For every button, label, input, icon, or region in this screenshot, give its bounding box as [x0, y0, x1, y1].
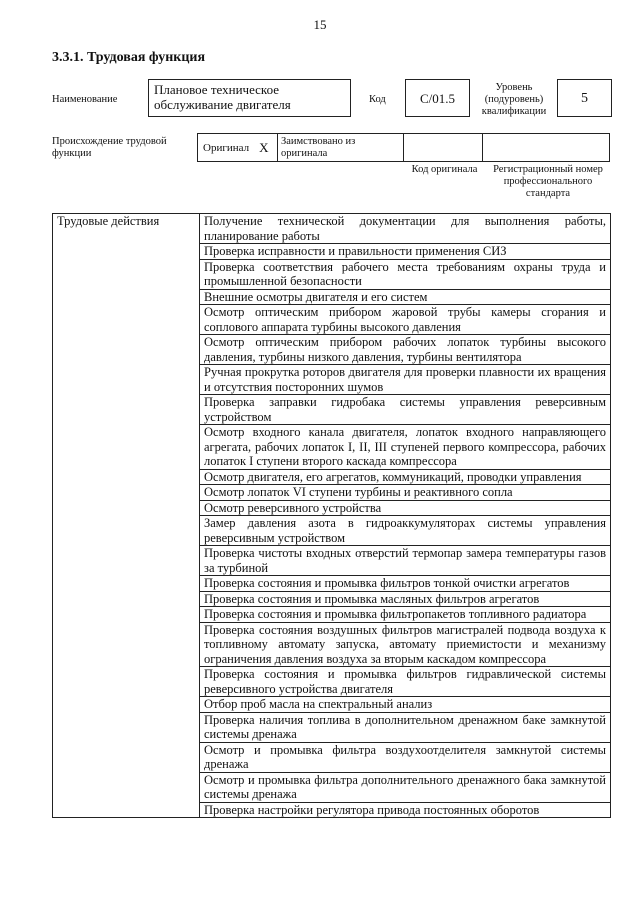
- labor-action-item: Проверка состояния и промывка фильтров тонкой очистки агрегатов: [200, 576, 611, 592]
- labor-action-item: Отбор проб масла на спектральный анализ: [200, 697, 611, 713]
- origin-table: [197, 133, 610, 162]
- original-code-cell: [404, 134, 483, 161]
- original-mark: X: [259, 139, 269, 155]
- labor-action-item: Получение технической документации для выполнения работы, планирование работы: [200, 214, 611, 244]
- labor-action-item: Осмотр лопаток VI ступени турбины и реактивного сопла: [200, 485, 611, 501]
- labor-action-item: Осмотр входного канала двигателя, лопаток входного направляющего агрегата, рабочих лопаток I, II, III ступеней первого компрессора, рабочих лопаток I ступени второго каскада компрессора: [200, 425, 611, 470]
- function-name-value: Плановое техническое обслуживание двигателя: [148, 79, 351, 117]
- code-value: C/01.5: [405, 79, 470, 117]
- original-code-caption: Код оригинала: [411, 164, 478, 175]
- registration-number-cell: [483, 134, 609, 161]
- section-title: 3.3.1. Трудовая функция: [52, 50, 206, 65]
- labor-action-item: Проверка наличия топлива в дополнительном дренажном баке замкнутой системы дренажа: [200, 712, 611, 742]
- labor-action-item: Внешние осмотры двигателя и его систем: [200, 289, 611, 305]
- labor-action-item: Проверка состояния и промывка масляных фильтров агрегатов: [200, 591, 611, 607]
- code-label: Код: [369, 94, 386, 105]
- name-label: Наименование: [52, 94, 118, 105]
- labor-actions-label: Трудовые действия: [53, 214, 200, 818]
- labor-action-item: Проверка чистоты входных отверстий термопар замера температуры газов за турбиной: [200, 546, 611, 576]
- page-number: 15: [313, 17, 327, 32]
- original-label: Оригинал: [203, 141, 250, 154]
- level-value: 5: [557, 79, 612, 117]
- labor-action-item: Осмотр двигателя, его агрегатов, коммуникаций, проводки управления: [200, 469, 611, 485]
- labor-action-item: Ручная прокрутка роторов двигателя для проверки плавности их вращения и отсутствия посторонних шумов: [200, 365, 611, 395]
- borrowed-label: Заимствовано из оригинала: [278, 134, 404, 161]
- table-row: [53, 214, 611, 244]
- labor-action-item: Проверка заправки гидробака системы управления реверсивным устройством: [200, 395, 611, 425]
- labor-action-item: Проверка исправности и правильности применения СИЗ: [200, 244, 611, 260]
- labor-action-item: Замер давления азота в гидроаккумуляторах системы управления реверсивным устройством: [200, 516, 611, 546]
- origin-original-cell: [198, 134, 278, 161]
- labor-action-item: Проверка соответствия рабочего места требованиям охраны труда и промышленной безопасности: [200, 259, 611, 289]
- labor-action-item: Осмотр оптическим прибором рабочих лопаток турбины высокого давления, турбины низкого давления, турбины вентилятора: [200, 335, 611, 365]
- labor-actions-table: [52, 213, 611, 818]
- registration-number-caption: Регистрационный номер профессионального стандарта: [493, 164, 603, 199]
- labor-action-item: Проверка состояния и промывка фильтров гидравлической системы реверсивного устройства двигателя: [200, 667, 611, 697]
- labor-action-item: Осмотр и промывка фильтра дополнительного дренажного бака замкнутой системы дренажа: [200, 772, 611, 802]
- labor-action-item: Проверка состояния и промывка фильтропакетов топливного радиатора: [200, 607, 611, 623]
- labor-action-item: Осмотр реверсивного устройства: [200, 500, 611, 516]
- origin-label: Происхождение трудовой функции: [52, 136, 167, 159]
- labor-action-item: Осмотр и промывка фильтра воздухоотделителя замкнутой системы дренажа: [200, 742, 611, 772]
- labor-action-item: Проверка состояния воздушных фильтров магистралей подвода воздуха к топливному автомату запуска, автомату приемистости и механизму ограничения давления воздуха за вторым каскадом компрессора: [200, 622, 611, 667]
- level-label: Уровень (подуровень) квалификации: [481, 82, 547, 117]
- labor-action-item: Проверка настройки регулятора привода постоянных оборотов: [200, 802, 611, 818]
- labor-action-item: Осмотр оптическим прибором жаровой трубы камеры сгорания и соплового аппарата турбины высокого давления: [200, 305, 611, 335]
